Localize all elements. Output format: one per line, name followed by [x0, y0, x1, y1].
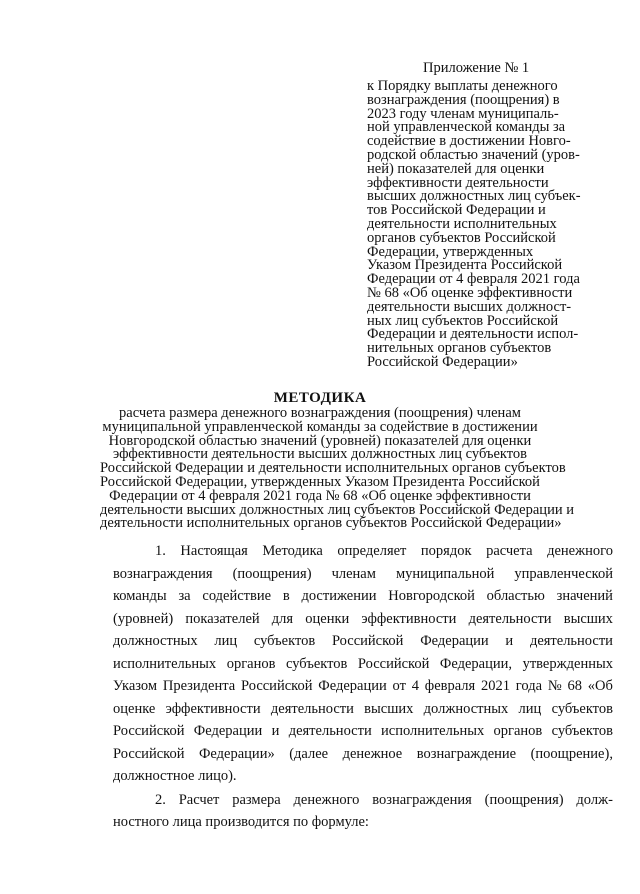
appendix-reference — [367, 80, 612, 370]
appendix-line: ней) показателей для оценки — [367, 160, 545, 177]
appendix-line: содействие в достижении Новго- — [367, 133, 571, 150]
appendix-line: Указом Президента Российской — [367, 257, 563, 274]
subtitle-line: деятельности высших должностных лиц субъектов Российской Федерации и — [100, 501, 574, 518]
body-text — [113, 540, 613, 834]
subtitle-line: муниципальной управленческой команды за содействие в достижении — [102, 418, 538, 435]
paragraph-2-line: ностного лица производится по формуле: — [113, 814, 369, 830]
appendix-line: высших должностных лиц субъек- — [367, 188, 581, 205]
paragraph-1-line: (уровней) показателей для оценки эффективности деятельности высших — [113, 610, 613, 627]
appendix-line: Федерации от 4 февраля 2021 года — [367, 271, 580, 288]
subtitle-line: Российской Федерации и деятельности исполнительных органов субъектов — [100, 460, 566, 477]
appendix-line: эффективности деятельности — [367, 174, 549, 191]
appendix-line: родской областью значений (уров- — [367, 146, 580, 163]
paragraph-1-line: Указом Президента Российской Федерации от 4 февраля 2021 года № 68 «Об — [113, 678, 613, 694]
paragraph-1-line: Российской Федерации и деятельности исполнительных органов субъектов — [113, 723, 613, 739]
paragraph-1-line: исполнительных органов субъектов Российской Федерации, утвержденных — [113, 655, 613, 672]
paragraph-1-line: должностных лиц субъектов Российской Федерации и деятельности — [113, 633, 613, 649]
paragraph-1-line: Российской Федерации» (далее денежное вознаграждение (поощрение), — [113, 745, 613, 762]
appendix-line: ных лиц субъектов Российской — [367, 312, 559, 329]
appendix-line: Российской Федерации» — [367, 353, 518, 370]
appendix-line: органов субъектов Российской — [367, 229, 556, 246]
appendix-line: Федерации и деятельности испол- — [367, 326, 579, 343]
paragraph-1-line: должностное лицо). — [113, 768, 237, 784]
appendix-line: деятельности исполнительных — [367, 215, 557, 232]
appendix-line: Федерации, утвержденных — [367, 243, 534, 260]
subtitle-line: эффективности деятельности высших должностных лиц субъектов — [112, 446, 527, 463]
appendix-line: нительных органов субъектов — [367, 340, 552, 357]
appendix-line: тов Российской Федерации и — [367, 202, 546, 219]
paragraph-1-line: 1. Настоящая Методика определяет порядок расчета денежного — [155, 543, 613, 559]
subtitle-line: расчета размера денежного вознаграждения (поощрения) членам — [119, 405, 521, 421]
subtitle-line: Новгородской областью значений (уровней) показателей для оценки — [108, 432, 532, 449]
appendix-line: № 68 «Об оценке эффективности — [367, 284, 573, 301]
appendix-line: деятельности высших должност- — [367, 298, 572, 315]
paragraph-1-line: команды за содействие в достижении Новгородской областью значений — [113, 588, 613, 604]
subtitle-line: Федерации от 4 февраля 2021 года № 68 «Об оценке эффективности — [109, 487, 531, 504]
paragraph-2-line: 2. Расчет размера денежного вознаграждения (поощрения) долж- — [155, 791, 613, 808]
paragraph-1-line: оценке эффективности деятельности высших должностных лиц субъектов — [113, 700, 613, 717]
appendix-line: к Порядку выплаты денежного — [367, 78, 558, 94]
paragraph-1-line: вознаграждения (поощрения) членам муниципальной управленческой — [113, 565, 613, 582]
appendix-line: ной управленческой команды за — [367, 119, 566, 136]
subtitle-line: Российской Федерации, утвержденных Указом Президента Российской — [100, 473, 540, 490]
appendix-line: 2023 году членам муниципаль- — [367, 105, 559, 122]
methodology-subtitle — [100, 405, 574, 532]
appendix-line: вознаграждения (поощрения) в — [367, 91, 560, 108]
subtitle-line: деятельности исполнительных органов субъектов Российской Федерации» — [100, 515, 562, 532]
methodology-title: МЕТОДИКА — [273, 390, 367, 406]
appendix-title: Приложение № 1 — [423, 60, 530, 76]
